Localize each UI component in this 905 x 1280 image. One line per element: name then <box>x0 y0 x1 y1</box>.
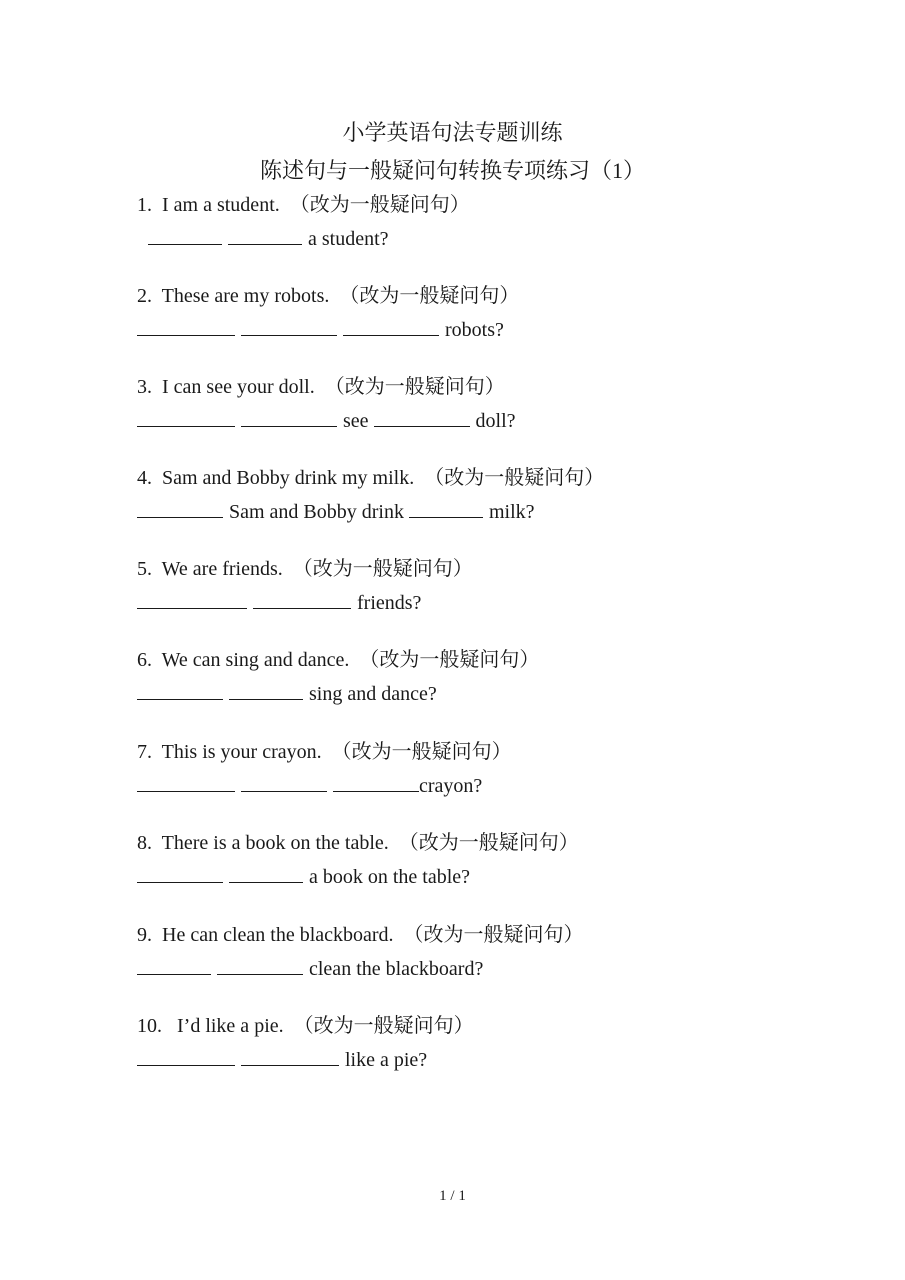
answer-blank[interactable] <box>148 224 222 245</box>
question-sentence: I am a student. <box>162 194 280 216</box>
answer-blank[interactable] <box>137 588 247 609</box>
answer-text: robots? <box>445 319 504 341</box>
question-instruction: （改为一般疑问句） <box>339 285 520 307</box>
answer-line-3 <box>137 406 516 434</box>
question-sentence: We can sing and dance. <box>161 649 350 671</box>
answer-line-6 <box>137 679 437 707</box>
answer-blank[interactable] <box>137 406 235 427</box>
question-instruction: （改为一般疑问句） <box>403 924 584 946</box>
question-number: 7. <box>137 741 152 763</box>
question-sentence: I’d like a pie. <box>177 1015 284 1037</box>
question-7 <box>137 739 512 765</box>
answer-line-2 <box>137 315 504 343</box>
question-number: 10. <box>137 1015 162 1037</box>
page-title: 小学英语句法专题训练 <box>342 120 563 145</box>
question-sentence: He can clean the blackboard. <box>162 924 394 946</box>
answer-middle-text: Sam and Bobby drink <box>229 501 404 523</box>
question-9 <box>137 922 584 948</box>
answer-text: clean the blackboard? <box>309 958 484 980</box>
question-number: 2. <box>137 285 152 307</box>
answer-middle-text: see <box>343 410 369 432</box>
answer-line-9 <box>137 954 483 982</box>
question-instruction: （改为一般疑问句） <box>424 467 605 489</box>
page-subtitle: 陈述句与一般疑问句转换专项练习（1） <box>259 158 645 183</box>
answer-line-1 <box>148 224 389 252</box>
question-instruction: （改为一般疑问句） <box>293 1015 474 1037</box>
question-4 <box>137 465 604 491</box>
question-6 <box>137 647 539 673</box>
answer-blank[interactable] <box>229 862 303 883</box>
answer-text: milk? <box>489 501 535 523</box>
question-sentence: These are my robots. <box>161 285 330 307</box>
question-1 <box>137 192 470 218</box>
question-instruction: （改为一般疑问句） <box>359 649 540 671</box>
question-5 <box>137 556 473 582</box>
answer-blank[interactable] <box>217 954 303 975</box>
answer-blank[interactable] <box>241 1045 339 1066</box>
answer-text: a student? <box>308 228 389 250</box>
question-sentence: We are friends. <box>161 558 283 580</box>
question-number: 9. <box>137 924 152 946</box>
answer-blank[interactable] <box>241 406 337 427</box>
answer-blank[interactable] <box>137 315 235 336</box>
question-8 <box>137 830 579 856</box>
answer-line-5 <box>137 588 421 616</box>
question-2 <box>137 283 519 309</box>
question-10 <box>137 1013 474 1039</box>
question-sentence: This is your crayon. <box>161 741 322 763</box>
question-instruction: （改为一般疑问句） <box>289 194 470 216</box>
answer-text: doll? <box>475 410 516 432</box>
answer-line-10 <box>137 1045 427 1073</box>
answer-text: sing and dance? <box>309 683 437 705</box>
question-instruction: （改为一般疑问句） <box>398 832 579 854</box>
answer-blank[interactable] <box>241 771 327 792</box>
answer-blank[interactable] <box>228 224 302 245</box>
question-number: 4. <box>137 467 152 489</box>
question-3 <box>137 374 505 400</box>
answer-blank[interactable] <box>409 497 483 518</box>
answer-line-8 <box>137 862 470 890</box>
answer-text: friends? <box>357 592 422 614</box>
question-sentence: I can see your doll. <box>162 376 315 398</box>
answer-blank[interactable] <box>253 588 351 609</box>
page-number: 1 / 1 <box>439 1188 466 1204</box>
question-sentence: Sam and Bobby drink my milk. <box>162 467 415 489</box>
question-sentence: There is a book on the table. <box>161 832 389 854</box>
answer-blank[interactable] <box>374 406 470 427</box>
answer-blank[interactable] <box>137 679 223 700</box>
answer-blank[interactable] <box>137 1045 235 1066</box>
answer-blank[interactable] <box>241 315 337 336</box>
question-instruction: （改为一般疑问句） <box>292 558 473 580</box>
question-number: 3. <box>137 376 152 398</box>
question-number: 8. <box>137 832 152 854</box>
answer-line-4 <box>137 497 535 525</box>
answer-blank[interactable] <box>137 497 223 518</box>
answer-text: crayon? <box>419 775 483 797</box>
answer-blank[interactable] <box>137 862 223 883</box>
question-number: 6. <box>137 649 152 671</box>
question-number: 5. <box>137 558 152 580</box>
answer-blank[interactable] <box>229 679 303 700</box>
answer-text: like a pie? <box>345 1049 428 1071</box>
question-instruction: （改为一般疑问句） <box>324 376 505 398</box>
answer-line-7 <box>137 771 482 799</box>
answer-blank[interactable] <box>333 771 419 792</box>
answer-blank[interactable] <box>137 954 211 975</box>
question-instruction: （改为一般疑问句） <box>331 741 512 763</box>
question-number: 1. <box>137 194 152 216</box>
answer-text: a book on the table? <box>309 866 471 888</box>
answer-blank[interactable] <box>343 315 439 336</box>
answer-blank[interactable] <box>137 771 235 792</box>
